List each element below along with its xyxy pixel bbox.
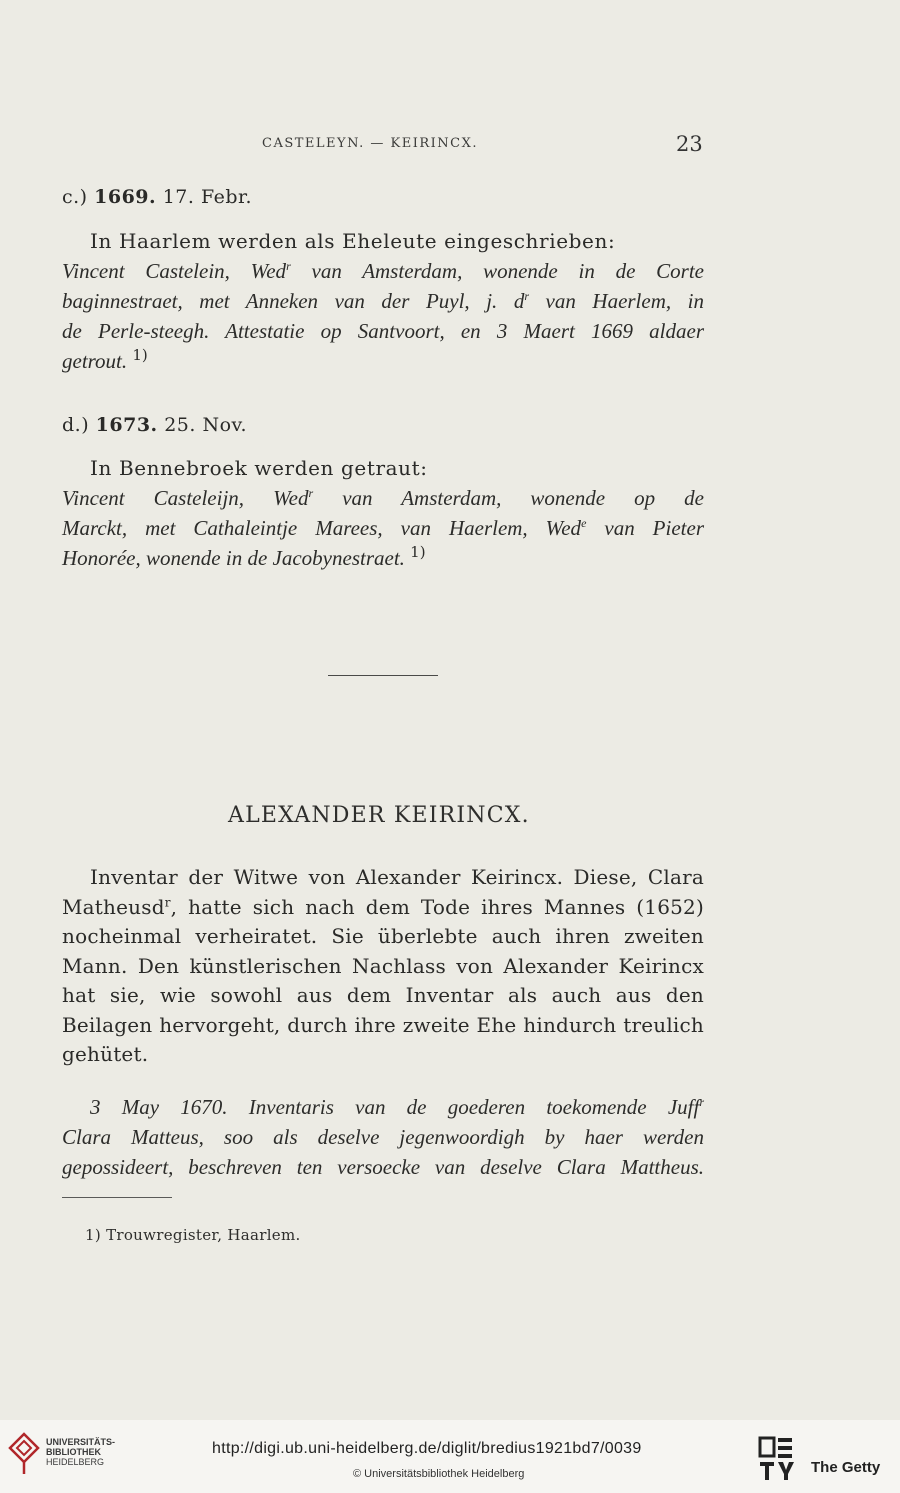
entry-c-heading — [62, 186, 252, 208]
university-library-logo-icon — [8, 1432, 40, 1476]
inventory-line: 3 May 1670. Inventaris van de goederen toekomende Juff$^r$ — [90, 1095, 704, 1119]
entry-c-year: 1669. — [94, 186, 157, 208]
entry-d-record — [62, 483, 704, 573]
entry-c-intro: In Haarlem werden als Eheleute eingeschrieben: — [90, 229, 616, 253]
entry-d-label: d.) — [62, 414, 90, 436]
body-line: Beilagen hervorgeht, durch ihre zweite Ehe hindurch treulich — [62, 1012, 704, 1037]
entry-d-intro: In Bennebroek werden getraut: — [90, 456, 428, 480]
section-title: ALEXANDER KEIRINCX. — [228, 803, 530, 828]
entry-d-line: Marckt, met Cathaleintje Marees, van Haerlem, Wed$^e$ van Pieter — [62, 516, 704, 540]
footnote-ref: 1) — [132, 346, 148, 364]
footnote-ref: 1) — [410, 543, 426, 561]
running-title: CASTELEYN. — KEIRINCX. — [262, 136, 479, 151]
footnote: 1) Trouwregister, Haarlem. — [85, 1226, 301, 1244]
viewer-footer — [0, 1420, 900, 1493]
body-line: gehütet. — [62, 1042, 149, 1066]
entry-d-date: 25. Nov. — [164, 414, 248, 436]
entry-c-label: c.) — [62, 186, 88, 208]
copyright: © Universitätsbibliothek Heidelberg — [353, 1468, 525, 1480]
inventory-line: gepossideert, beschreven ten versoecke van deselve Clara Mattheus. — [62, 1155, 704, 1179]
page-header — [0, 132, 900, 156]
body-line: hat sie, wie sowohl aus dem Inventar als auch aus den — [62, 983, 704, 1007]
body-line: Inventar der Witwe von Alexander Keirincx. Diese, Clara — [90, 865, 704, 889]
body-line: Mann. Den künstlerischen Nachlass von Alexander Keirincx — [62, 953, 704, 978]
entry-c-date: 17. Febr. — [162, 186, 253, 208]
section-divider — [328, 675, 438, 676]
entry-c-record — [62, 256, 704, 376]
entry-c-line: Vincent Castelein, Wed$^r$ van Amsterdam, wonende in de Corte — [62, 259, 704, 283]
body-line: Matheusd$^r$, hatte sich nach dem Tode ihres Mannes (1652) — [62, 894, 704, 919]
permalink[interactable]: http://digi.ub.uni-heidelberg.de/diglit/bredius1921bd7/0039 — [212, 1440, 642, 1457]
sponsor-name: The Getty — [811, 1459, 881, 1476]
entry-d-line: Vincent Casteleijn, Wed$^r$ van Amsterdam, wonende op de — [62, 486, 705, 510]
inventory-line: Clara Matteus, soo als deselve jegenwoordigh by haer werden — [62, 1125, 704, 1149]
entry-c-line: de Perle-steegh. Attestatie op Santvoort, en 3 Maert 1669 aldaer — [62, 319, 704, 343]
entry-d-heading — [62, 414, 247, 436]
inventory-heading — [62, 1092, 704, 1182]
body-paragraph — [62, 863, 704, 1070]
page-number: 23 — [676, 132, 703, 156]
entry-d-year: 1673. — [95, 414, 158, 436]
entry-c-line: getrout. $^{1)}$ — [62, 346, 148, 373]
footnote-divider — [62, 1197, 172, 1198]
body-line: nocheinmal verheiratet. Sie überlebte auch ihren zweiten — [62, 924, 704, 948]
entry-d-line: Honorée, wonende in de Jacobynestraet. $^{1)}$ — [62, 543, 426, 570]
getty-logo-icon — [758, 1434, 796, 1484]
library-name: UNIVERSITÄTS- BIBLIOTHEK HEIDELBERG — [46, 1437, 116, 1467]
entry-c-line: baginnestraet, met Anneken van der Puyl, j. $d^r$ van Haerlem, in — [62, 289, 704, 313]
